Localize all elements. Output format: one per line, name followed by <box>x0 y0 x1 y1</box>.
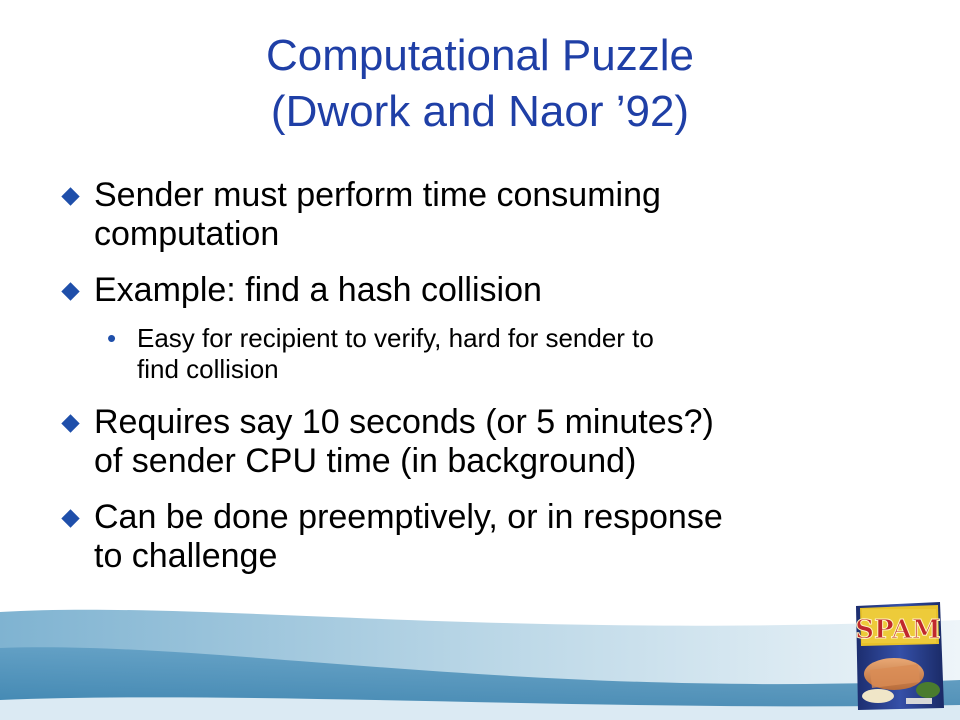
bullet-text-line: Can be done preemptively, or in response <box>94 498 723 536</box>
bullet-text-line: to challenge <box>94 537 278 575</box>
bullet-text-line: Sender must perform time consuming <box>94 176 661 214</box>
slide-title <box>0 28 960 140</box>
sub-bullet-text-line: find collision <box>137 354 279 384</box>
spam-can-image <box>848 600 948 712</box>
diamond-bullet-icon <box>61 187 79 205</box>
bullet-item <box>62 498 902 576</box>
bullet-text-line: of sender CPU time (in background) <box>94 442 637 480</box>
dot-bullet-icon: • <box>107 323 117 353</box>
bullet-text-line: Requires say 10 seconds (or 5 minutes?) <box>94 403 714 441</box>
bullet-item <box>62 403 902 481</box>
bullet-item <box>62 176 902 254</box>
title-line-1: Computational Puzzle <box>265 31 694 80</box>
diamond-bullet-icon <box>61 414 79 432</box>
diamond-bullet-icon <box>61 509 79 527</box>
bullet-list <box>62 176 902 593</box>
spam-logo-text: SPAM <box>855 615 941 645</box>
bullet-text-line: Example: find a hash collision <box>94 271 542 309</box>
sub-bullet-text-line: Easy for recipient to verify, hard for sender to <box>137 323 654 353</box>
title-line-2: (Dwork and Naor ’92) <box>270 87 690 136</box>
bullet-item <box>62 271 902 310</box>
diamond-bullet-icon <box>61 282 79 300</box>
sub-bullet-item <box>62 323 902 385</box>
bullet-text-line: computation <box>94 215 280 253</box>
